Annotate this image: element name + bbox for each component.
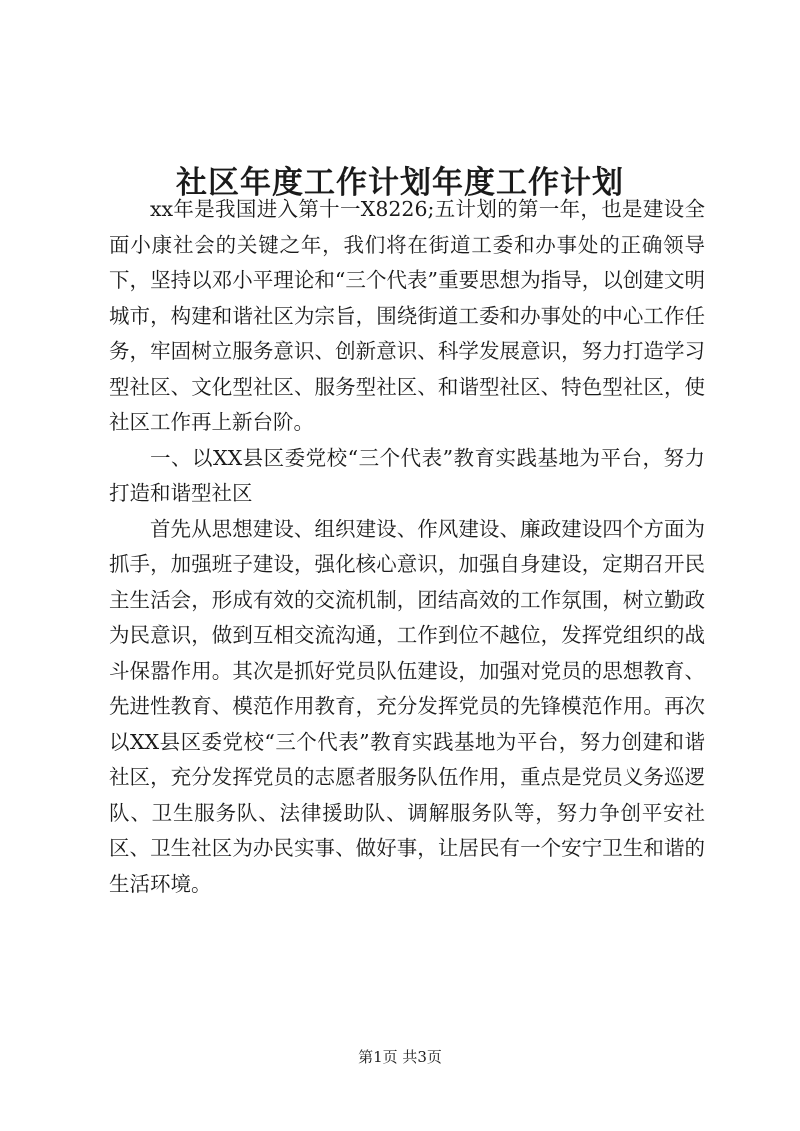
- paragraph-section-heading: 一、以XX县区委党校“三个代表”教育实践基地为平台，努力打造和谐型社区: [109, 445, 705, 505]
- paragraph-section-body: 首先从思想建设、组织建设、作风建设、廉政建设四个方面为抓手，加强班子建设，强化核心意识，加强自身建设，定期召开民主生活会，形成有效的交流机制，团结高效的工作氛围，树立勤政为民意识，做到互相交流沟通，工作到位不越位，发挥党组织的战斗保嚣作用。其次是抓好党员队伍建设，加强对党员的思想教育、先进性教育、模范作用教育，充分发挥党员的先锋模范作用。再次以XX县区委党校“三个代表”教育实践基地为平台，努力创建和谐社区，充分发挥党员的志愿者服务队伍作用，重点是党员义务巡逻队、卫生服务队、法律援助队、调解服务队等，努力争创平安社区、卫生社区为办民实事、做好事，让居民有一个安宁卫生和谐的生活环境。: [109, 516, 705, 896]
- page-title: 社区年度工作计划年度工作计划: [176, 164, 624, 201]
- paragraph-intro: xx年是我国进入第十一X8226;五计划的第一年，也是建设全面小康社会的关键之年，我们将在街道工委和办事处的正确领导下，坚持以邓小平理论和“三个代表”重要思想为指导，以创建文明城市，构建和谐社区为宗旨，围绕街道工委和办事处的中心工作任务，牢固树立服务意识、创新意识、科学发展意识，努力打造学习型社区、文化型社区、服务型社区、和谐型社区、特色型社区，使社区工作再上新台阶。: [109, 197, 705, 434]
- document-body: [109, 192, 705, 902]
- page-footer: 第1页 共3页: [358, 1048, 442, 1066]
